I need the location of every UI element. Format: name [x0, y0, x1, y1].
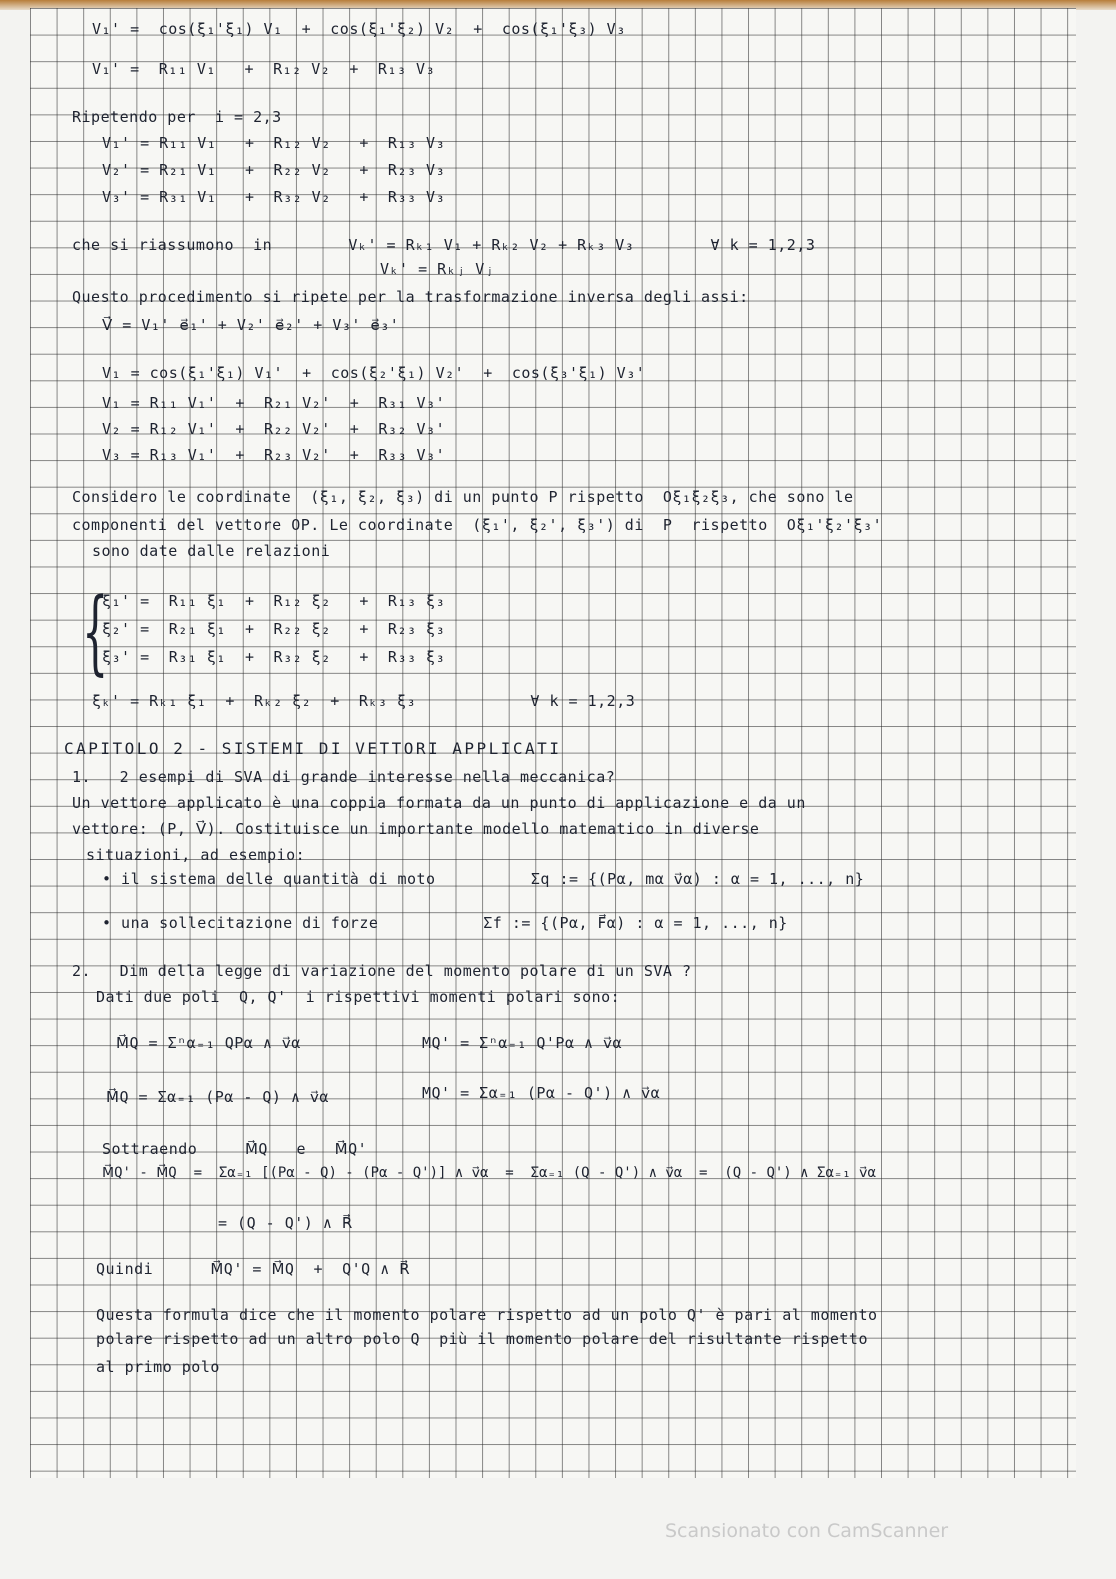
- note-line: V⃗ = V₁' e⃗₁' + V₂' e⃗₂' + V₃' e⃗₃': [102, 316, 400, 334]
- note-line: M⃗Q = Σⁿα₌₁ QPα ∧ v⃗α: [116, 1034, 301, 1052]
- note-line: Vₖ' = Rₖⱼ Vⱼ: [380, 260, 495, 278]
- note-line: sono date dalle relazioni: [92, 542, 331, 560]
- note-line: MQ' = Σⁿα₌₁ Q'Pα ∧ v⃗α: [422, 1034, 622, 1052]
- note-line: V₃ = R₁₃ V₁' + R₂₃ V₂' + R₃₃ V₃': [102, 446, 446, 464]
- note-line: Quindi M⃗Q' = M⃗Q + Q'Q ∧ R⃗: [96, 1260, 411, 1278]
- system-brace: {: [82, 578, 109, 685]
- note-line: Questo procedimento si ripete per la trasformazione inversa degli assi:: [72, 288, 749, 306]
- note-line: V₁' = R₁₁ V₁ + R₁₂ V₂ + R₁₃ V₃: [92, 60, 436, 78]
- note-line: = (Q - Q') ∧ R⃗: [218, 1214, 353, 1232]
- note-line: • il sistema delle quantità di moto Σq := {(Pα, mα v⃗α) : α = 1, ..., n}: [102, 870, 865, 888]
- note-line: 1. 2 esempi di SVA di grande interesse nella meccanica?: [72, 768, 616, 786]
- note-line: vettore: (P, V⃗). Costituisce un importante modello matematico in diverse: [72, 820, 760, 838]
- note-line: • una sollecitazione di forze Σf := {(Pα, F⃗α) : α = 1, ..., n}: [102, 914, 788, 932]
- note-line: M⃗Q' - M⃗Q = Σα₌₁ [(Pα - Q) - (Pα - Q')] ∧ v⃗α = Σα₌₁ (Q - Q') ∧ v⃗α = (Q - Q') ∧ Σα₌₁ v⃗α: [102, 1165, 876, 1181]
- note-line: componenti del vettore OP. Le coordinate (ξ₁', ξ₂', ξ₃') di P rispetto Oξ₁'ξ₂'ξ₃': [72, 516, 883, 534]
- note-line: polare rispetto ad un altro polo Q più il momento polare del risultante rispetto: [96, 1330, 868, 1348]
- note-line: ξ₁' = R₁₁ ξ₁ + R₁₂ ξ₂ + R₁₃ ξ₃: [102, 592, 446, 610]
- note-line: che si riassumono in Vₖ' = Rₖ₁ V₁ + Rₖ₂ V₂ + Rₖ₃ V₃ ∀ k = 1,2,3: [72, 236, 816, 254]
- note-line: V₁' = cos(ξ₁'ξ₁) V₁ + cos(ξ₁'ξ₂) V₂ + cos(ξ₁'ξ₃) V₃: [92, 20, 626, 38]
- note-line: V₂ = R₁₂ V₁' + R₂₂ V₂' + R₃₂ V₃': [102, 420, 446, 438]
- note-line: V₁' = R₁₁ V₁ + R₁₂ V₂ + R₁₃ V₃: [102, 134, 446, 152]
- handwritten-notes: [30, 8, 1076, 1478]
- note-line: al primo polo: [96, 1358, 220, 1376]
- note-line: V₃' = R₃₁ V₁ + R₃₂ V₂ + R₃₃ V₃: [102, 188, 446, 206]
- scanner-watermark: Scansionato con CamScanner: [665, 1520, 949, 1542]
- note-line: Questa formula dice che il momento polare rispetto ad un polo Q' è pari al momento: [96, 1306, 878, 1324]
- note-line: V₂' = R₂₁ V₁ + R₂₂ V₂ + R₂₃ V₃: [102, 161, 446, 179]
- chapter-heading: CAPITOLO 2 - SISTEMI DI VETTORI APPLICATI: [64, 739, 562, 758]
- note-line: MQ' = Σα₌₁ (Pα - Q') ∧ v⃗α: [422, 1084, 661, 1102]
- note-line: V₁ = R₁₁ V₁' + R₂₁ V₂' + R₃₁ V₃': [102, 394, 446, 412]
- note-line: Un vettore applicato è una coppia formata da un punto di applicazione e da un: [72, 794, 806, 812]
- note-line: Ripetendo per i = 2,3: [72, 108, 282, 126]
- note-line: Considero le coordinate (ξ₁, ξ₂, ξ₃) di un punto P rispetto Oξ₁ξ₂ξ₃, che sono le: [72, 488, 854, 506]
- note-line: ξₖ' = Rₖ₁ ξ₁ + Rₖ₂ ξ₂ + Rₖ₃ ξ₃ ∀ k = 1,2,3: [92, 692, 636, 710]
- note-line: Dati due poli Q, Q' i rispettivi momenti polari sono:: [96, 988, 621, 1006]
- note-line: 2. Dim della legge di variazione del momento polare di un SVA ?: [72, 962, 692, 980]
- note-line: Sottraendo M⃗Q e M⃗Q': [102, 1140, 368, 1158]
- note-line: M⃗Q = Σα₌₁ (Pα - Q) ∧ v⃗α: [106, 1088, 329, 1106]
- note-line: ξ₃' = R₃₁ ξ₁ + R₃₂ ξ₂ + R₃₃ ξ₃: [102, 648, 446, 666]
- note-line: situazioni, ad esempio:: [86, 846, 306, 864]
- note-line: ξ₂' = R₂₁ ξ₁ + R₂₂ ξ₂ + R₂₃ ξ₃: [102, 620, 446, 638]
- note-line: V₁ = cos(ξ₁'ξ₁) V₁' + cos(ξ₂'ξ₁) V₂' + cos(ξ₃'ξ₁) V₃': [102, 364, 646, 382]
